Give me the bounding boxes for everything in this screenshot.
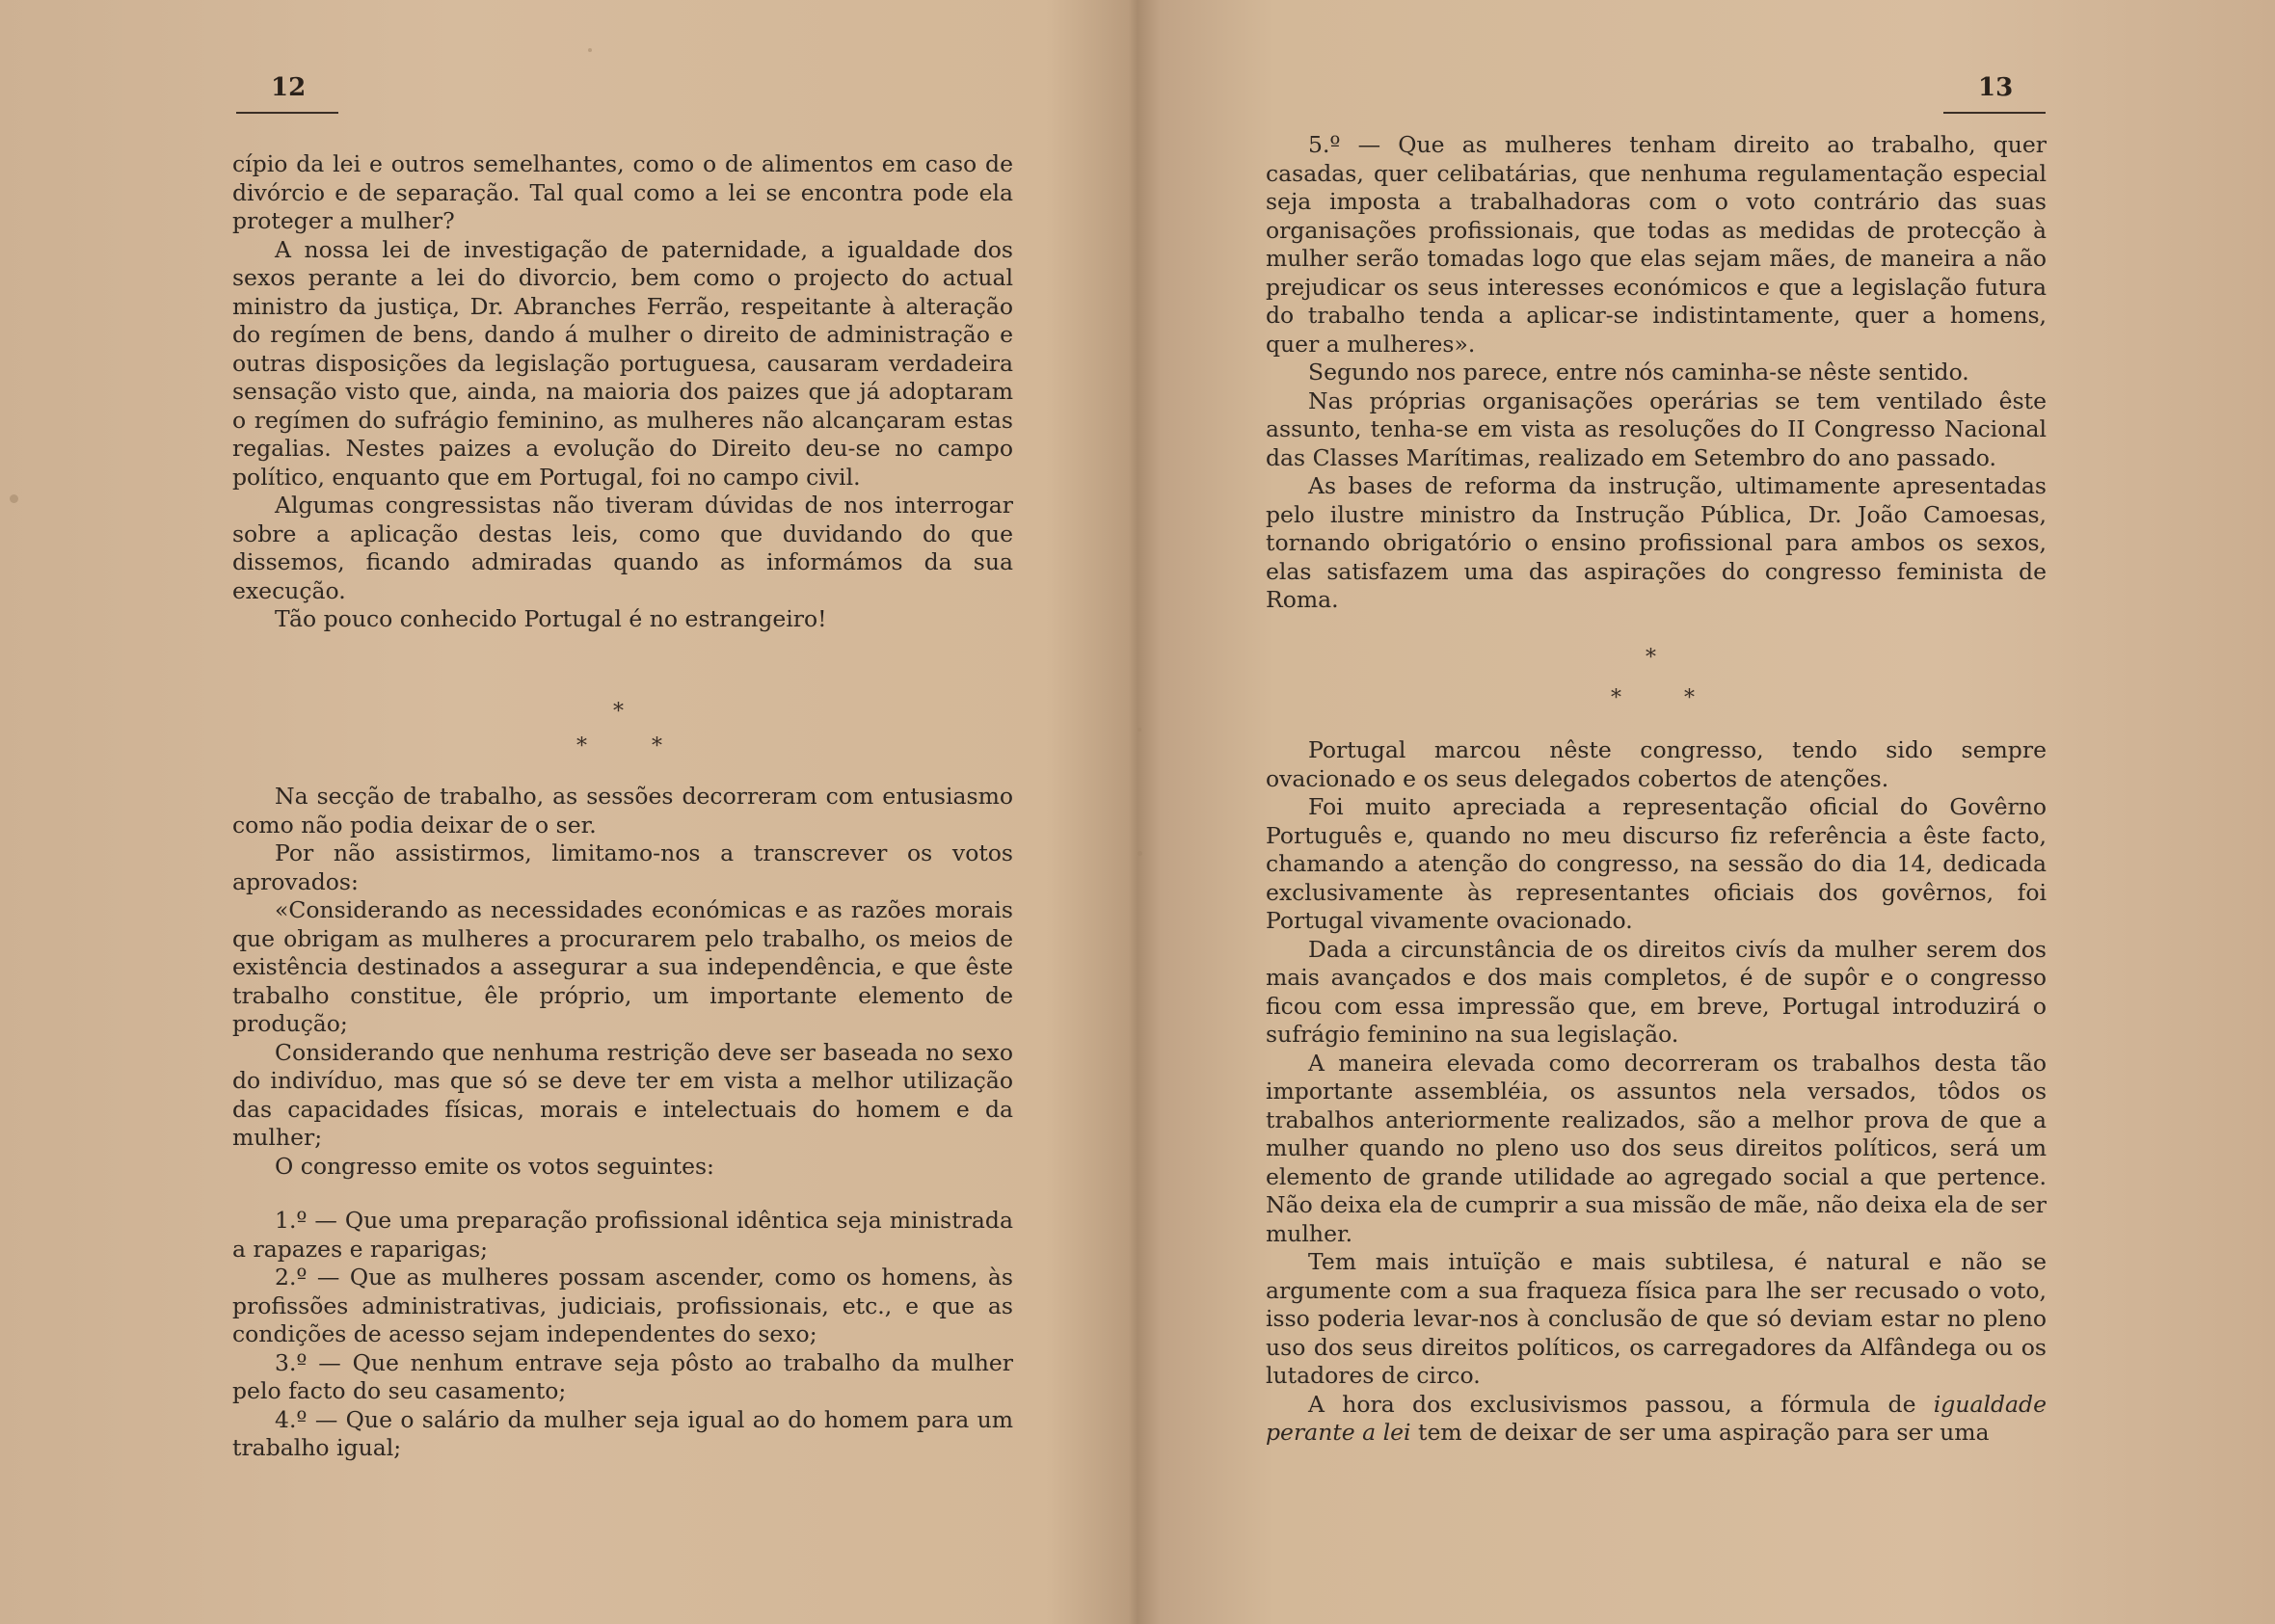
paragraph	[1266, 1391, 2047, 1448]
paragraph: cípio da lei e outros semelhantes, como o de alimentos em caso de divórcio e de separação. Tal qual como a lei se encontra pode ela proteger a mulher?	[232, 150, 1013, 234]
paragraph: Por não assistirmos, limitamo-nos a transcrever os votos aprovados:	[232, 839, 1013, 895]
left-votes-list	[232, 1207, 1013, 1463]
paper-stain	[10, 494, 18, 503]
page-number-rule	[1943, 112, 2046, 114]
vote-item: 1.º — Que uma preparação profissional idêntica seja ministrada a rapazes e raparigas;	[232, 1207, 1013, 1263]
page-number-rule	[236, 112, 338, 114]
section-star: *	[1684, 686, 1695, 710]
text-run: A hora dos exclusivismos passou, a fórmula de	[1308, 1390, 1934, 1418]
section-star: *	[1646, 646, 1656, 670]
left-text-block-2	[232, 783, 1013, 1181]
paragraph: A maneira elevada como decorreram os trabalhos desta tão importante assembléia, os assuntos nela versados, tôdos os trabalhos anteriormente realizados, são a melhor prova de que a mulher quando no pleno uso dos seus direitos políticos, será um elemento de grande utilidade ao agregado social a que pertence. Não deixa ela de cumprir a sua missão de mãe, não deixa ela de ser mulher.	[1266, 1049, 2047, 1247]
page-number: 13	[1978, 73, 2014, 102]
vote-item: 2.º — Que as mulheres possam ascender, como os homens, às profissões administrativas, judiciais, profissionais, etc., e que as condições de acesso sejam independentes do sexo;	[232, 1264, 1013, 1347]
emphasis-text: igualdade perante a lei	[1266, 1390, 2047, 1446]
left-text-block-1	[232, 150, 1013, 634]
paragraph: Tão pouco conhecido Portugal é no estrangeiro!	[275, 605, 827, 632]
vote-item: 4.º — Que o salário da mulher seja igual ao do homem para um trabalho igual;	[232, 1405, 1013, 1461]
section-star: *	[576, 734, 587, 759]
paragraph: Tem mais intuïção e mais subtilesa, é natural e não se argumente com a sua fraqueza física para lhe ser recusado o voto, isso poderia levar-nos à conclusão de que só deviam estar no pleno uso dos seus direitos políticos, os carregadores da Alfândega ou os lutadores de circo.	[1266, 1248, 2047, 1389]
paragraph: Na secção de trabalho, as sessões decorreram com entusiasmo como não podia deixar de o ser.	[232, 783, 1013, 839]
paragraph: As bases de reforma da instrução, ultimamente apresentadas pelo ilustre ministro da Instrução Pública, Dr. João Camoesas, tornando obrigatório o ensino profissional para ambos os sexos, elas satisfazem uma das aspirações do congresso feminista de Roma.	[1266, 472, 2047, 613]
paragraph: Algumas congressistas não tiveram dúvidas de nos interrogar sobre a aplicação destas leis, como que duvidando do que dissemos, ficando admiradas quando as informámos da sua execução.	[232, 492, 1013, 604]
section-star: *	[613, 700, 624, 724]
section-star: *	[652, 734, 662, 759]
paragraph: A nossa lei de investigação de paternidade, a igualdade dos sexos perante a lei do divorcio, bem como o projecto do actual ministro da justiça, Dr. Abranches Ferrão, respeitante à alteração do regímen de bens, dando á mulher o direito de administração e outras disposições da legislação portuguesa, causaram verdadeira sensação visto que, ainda, na maioria dos paizes que já adoptaram o regímen do sufrágio feminino, as mulheres não alcançaram estas regalias. Nestes paizes a evolução do Direito deu-se no campo político, enquanto que em Portugal, foi no campo civil.	[232, 235, 1013, 491]
paragraph: «Considerando as necessidades económicas e as razões morais que obrigam as mulheres a procurarem pelo trabalho, os meios de existência destinados a assegurar a sua independência, e que êste trabalho constitue, êle próprio, um importante elemento de produção;	[232, 896, 1013, 1037]
paragraph: Portugal marcou nêste congresso, tendo sido sempre ovacionado e os seus delegados cobertos de atenções.	[1266, 736, 2047, 792]
section-star: *	[1611, 686, 1621, 710]
paragraph: Nas próprias organisações operárias se tem ventilado êste assunto, tenha-se em vista as resoluções do II Congresso Nacional das Classes Marítimas, realizado em Setembro do ano passado.	[1266, 386, 2047, 471]
paragraph: Segundo nos parece, entre nós caminha-se nêste sentido.	[1308, 359, 1969, 386]
paragraph: Considerando que nenhuma restrição deve ser baseada no sexo do indivíduo, mas que só se deve ter em vista a melhor utilização das capacidades físicas, morais e intelectuais do homem e da mulher;	[232, 1038, 1013, 1151]
paper-stain	[1138, 728, 1141, 732]
paper-stain	[1138, 851, 1142, 856]
page-number: 12	[271, 73, 307, 102]
right-page	[1138, 0, 2275, 1624]
paragraph: Dada a circunstância de os direitos civís da mulher serem dos mais avançados e dos mais completos, é de supôr e o congresso ficou com essa impressão que, em breve, Portugal introduzirá o sufrágio feminino na sua legislação.	[1266, 935, 2047, 1048]
paragraph: Foi muito apreciada a representação oficial do Govêrno Português e, quando no meu discurso fiz referência a êste facto, chamando a atenção do congresso, na sessão do dia 14, dedicada exclusivamente às representantes oficiais dos govêrnos, foi Portugal vivamente ovacionado.	[1266, 793, 2047, 934]
right-text-block-2	[1266, 736, 2047, 1448]
text-run: tem de deixar de ser uma aspiração para ser uma	[1410, 1419, 1990, 1446]
paragraph: 5.º — Que as mulheres tenham direito ao trabalho, quer casadas, quer celibatárias, que nenhuma regulamentação especial seja imposta a trabalhadoras com o voto contrário das suas organisações profissionais, que todas as medidas de protecção à mulher serão tomadas logo que elas sejam mães, de maneira a não prejudicar os seus interesses económicos e que a legislação futura do trabalho tenda a aplicar-se indistintamente, quer a homens, quer a mulheres».	[1266, 131, 2047, 358]
paper-stain	[588, 48, 592, 52]
right-text-block-1	[1266, 131, 2047, 615]
paragraph: O congresso emite os votos seguintes:	[275, 1152, 714, 1180]
vote-item: 3.º — Que nenhum entrave seja pôsto ao trabalho da mulher pelo facto do seu casamento;	[232, 1348, 1013, 1404]
